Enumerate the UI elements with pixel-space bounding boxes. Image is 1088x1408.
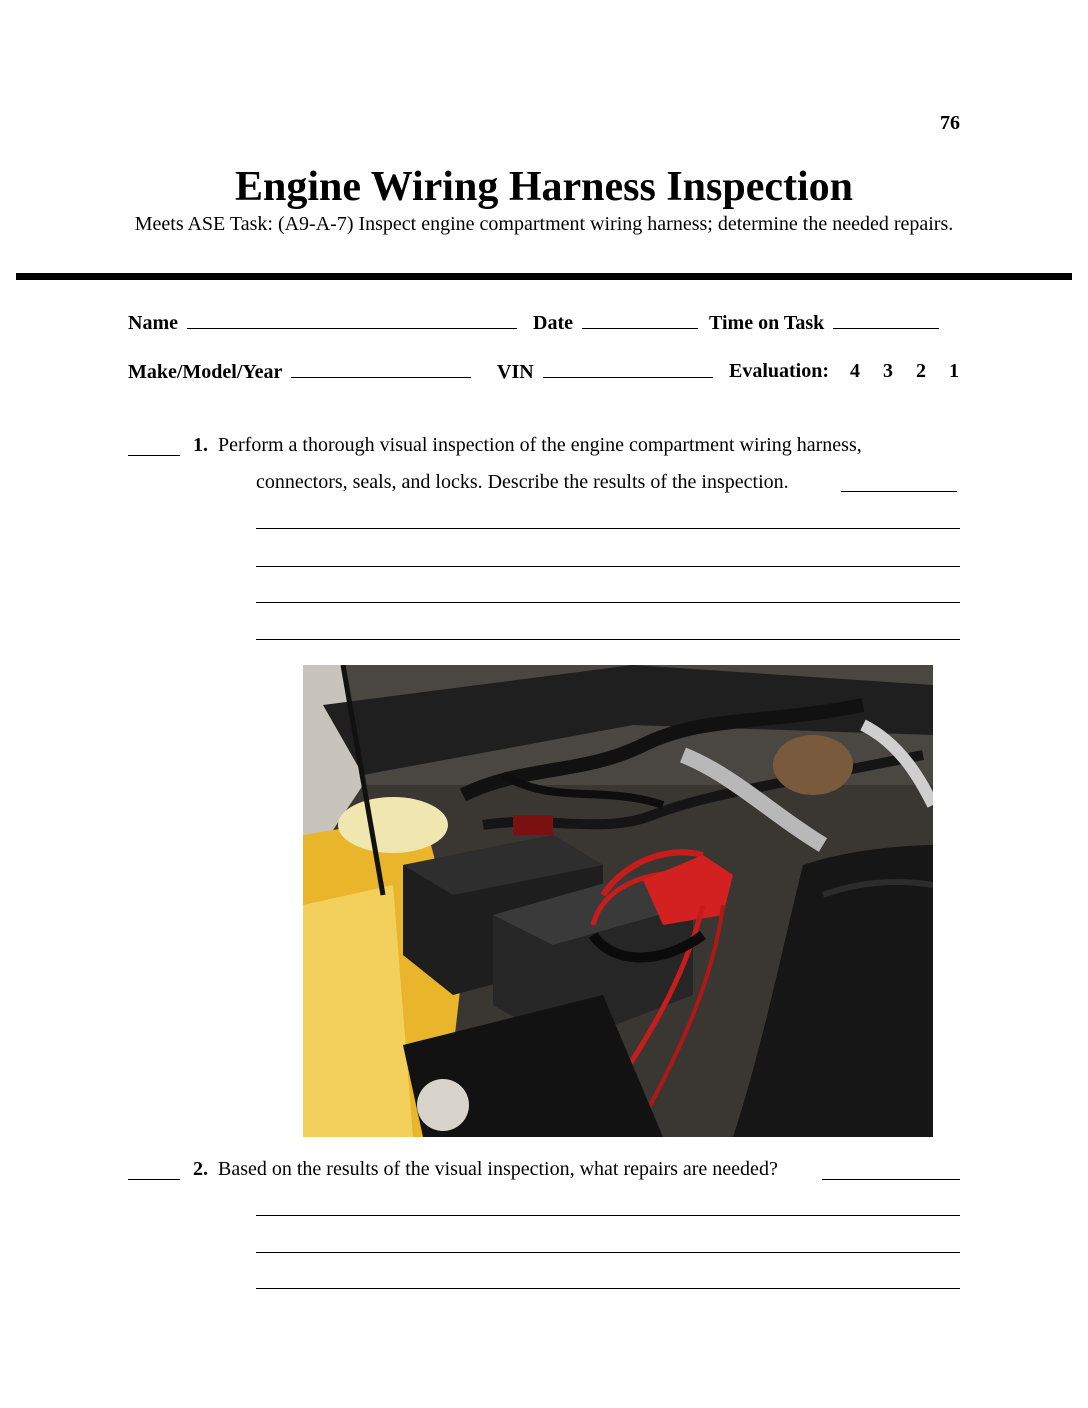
name-blank[interactable] (187, 310, 517, 329)
evaluation-row (729, 359, 959, 383)
question-1-text-line-2: connectors, seals, and locks. Describe the results of the inspection. (256, 471, 789, 493)
date-field-row (533, 310, 698, 335)
question-2-answer-start-line[interactable] (822, 1179, 960, 1180)
date-blank[interactable] (582, 310, 698, 329)
header-divider (16, 273, 1072, 280)
make-model-year-field-row (128, 359, 471, 384)
page-number: 76 (940, 112, 960, 134)
question-1-text-line-1: Perform a thorough visual inspection of the engine compartment wiring harness, (218, 434, 862, 456)
question-2-answer-line[interactable] (256, 1288, 960, 1289)
name-field-row (128, 310, 517, 335)
question-2-text-line-1: Based on the results of the visual inspection, what repairs are needed? (218, 1158, 778, 1180)
question-2-answer-line[interactable] (256, 1215, 960, 1216)
question-2-number: 2. (193, 1158, 208, 1180)
question-1-answer-start-line[interactable] (841, 491, 957, 492)
vin-field-row (497, 359, 713, 384)
vin-label: VIN (497, 361, 534, 383)
make-model-year-blank[interactable] (291, 359, 471, 378)
question-2-checkbox-line[interactable] (128, 1179, 180, 1180)
name-label: Name (128, 312, 178, 334)
question-1-answer-line[interactable] (256, 566, 960, 567)
question-1-answer-line[interactable] (256, 639, 960, 640)
evaluation-score-1[interactable]: 1 (949, 360, 960, 382)
evaluation-label: Evaluation: (729, 360, 830, 382)
question-1-number: 1. (193, 434, 208, 456)
ase-task-subtitle: Meets ASE Task: (A9-A-7) Inspect engine compartment wiring harness; determine the needed repairs. (134, 213, 954, 235)
make-model-year-label: Make/Model/Year (128, 361, 283, 383)
time-on-task-label: Time on Task (709, 312, 825, 334)
page-title: Engine Wiring Harness Inspection (234, 164, 854, 210)
evaluation-score-2[interactable]: 2 (916, 360, 927, 382)
time-on-task-field-row (709, 310, 939, 335)
time-on-task-blank[interactable] (833, 310, 939, 329)
question-2-answer-line[interactable] (256, 1252, 960, 1253)
engine-compartment-photo (303, 665, 933, 1137)
evaluation-score-4[interactable]: 4 (850, 360, 861, 382)
evaluation-score-3[interactable]: 3 (883, 360, 894, 382)
question-1-answer-line[interactable] (256, 602, 960, 603)
vin-blank[interactable] (543, 359, 713, 378)
date-label: Date (533, 312, 573, 334)
question-1-checkbox-line[interactable] (128, 455, 180, 456)
question-1-answer-line[interactable] (256, 528, 960, 529)
